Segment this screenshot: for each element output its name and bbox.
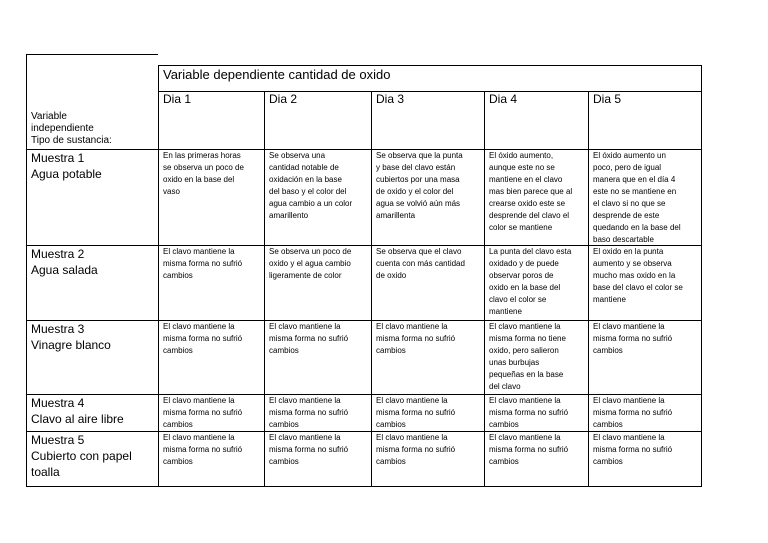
observation-cell: El clavo mantiene la misma forma no sufrió cambios [158, 245, 265, 321]
observation-cell: El clavo mantiene la misma forma no sufrió cambios [158, 394, 265, 432]
observation-cell: El óxido aumento, aunque este no se mantiene en el clavo mas bien parece que al crearse oxido este se desprende del clavo el color se mantiene [484, 149, 589, 246]
observation-cell: El clavo mantiene la misma forma no sufrió cambios [484, 394, 589, 432]
observation-cell: El clavo mantiene la misma forma no sufrió cambios [264, 320, 372, 395]
sample-label-2: Muestra 2 Agua salada [26, 245, 159, 321]
observation-cell: El clavo mantiene la misma forma no sufrió cambios [484, 431, 589, 487]
results-table [26, 54, 702, 487]
observation-cell: El clavo mantiene la misma forma no tiene oxido, pero salieron unas burbujas pequeñas en la base del clavo [484, 320, 589, 395]
observation-cell: El clavo mantiene la misma forma no sufrió cambios [588, 431, 702, 487]
day-header-3: Dia 3 [371, 91, 485, 150]
sample-label-3: Muestra 3 Vinagre blanco [26, 320, 159, 395]
observation-cell: El clavo mantiene la misma forma no sufrió cambios [588, 394, 702, 432]
observation-cell: El clavo mantiene la misma forma no sufrió cambios [371, 394, 485, 432]
sample-label-1: Muestra 1 Agua potable [26, 149, 159, 246]
observation-cell: El clavo mantiene la misma forma no sufrió cambios [588, 320, 702, 395]
observation-cell: Se observa que el clavo cuenta con más cantidad de oxido [371, 245, 485, 321]
observation-cell: La punta del clavo esta oxidado y de puede observar poros de oxido en la base del clavo el color se mantiene [484, 245, 589, 321]
day-header-1: Dia 1 [158, 91, 265, 150]
observation-cell: Se observa una cantidad notable de oxidación en la base del baso y el color del agua cambio a un color amarillento [264, 149, 372, 246]
observation-cell: Se observa que la punta y base del clavo están cubiertos por una masa de oxido y el color del agua se volvió aún más amarillenta [371, 149, 485, 246]
observation-cell: El clavo mantiene la misma forma no sufrió cambios [371, 431, 485, 487]
observation-cell: El clavo mantiene la misma forma no sufrió cambios [264, 431, 372, 487]
observation-cell: En las primeras horas se observa un poco de oxido en la base del vaso [158, 149, 265, 246]
dependent-variable-header: Variable dependiente cantidad de oxido [158, 65, 702, 92]
observation-cell: El clavo mantiene la misma forma no sufrió cambios [158, 431, 265, 487]
observation-cell: El clavo mantiene la misma forma no sufrió cambios [158, 320, 265, 395]
day-header-5: Dia 5 [588, 91, 702, 150]
independent-variable-label: Variable independiente Tipo de sustancia: [31, 111, 112, 146]
observation-cell: El clavo mantiene la misma forma no sufrió cambios [264, 394, 372, 432]
sample-label-5: Muestra 5 Cubierto con papel toalla [26, 431, 159, 487]
observation-cell: Se observa un poco de oxido y el agua cambio ligeramente de color [264, 245, 372, 321]
independent-variable-header [26, 54, 159, 150]
day-header-2: Dia 2 [264, 91, 372, 150]
sample-label-4: Muestra 4 Clavo al aire libre [26, 394, 159, 432]
day-header-4: Dia 4 [484, 91, 589, 150]
observation-cell: El oxido en la punta aumento y se observa mucho mas oxido en la base del clavo el color se mantiene [588, 245, 702, 321]
observation-cell: El óxido aumento un poco, pero de igual manera que en el día 4 este no se mantiene en el clavo si no que se desprende de este quedando en la base del baso descartable [588, 149, 702, 246]
observation-cell: El clavo mantiene la misma forma no sufrió cambios [371, 320, 485, 395]
